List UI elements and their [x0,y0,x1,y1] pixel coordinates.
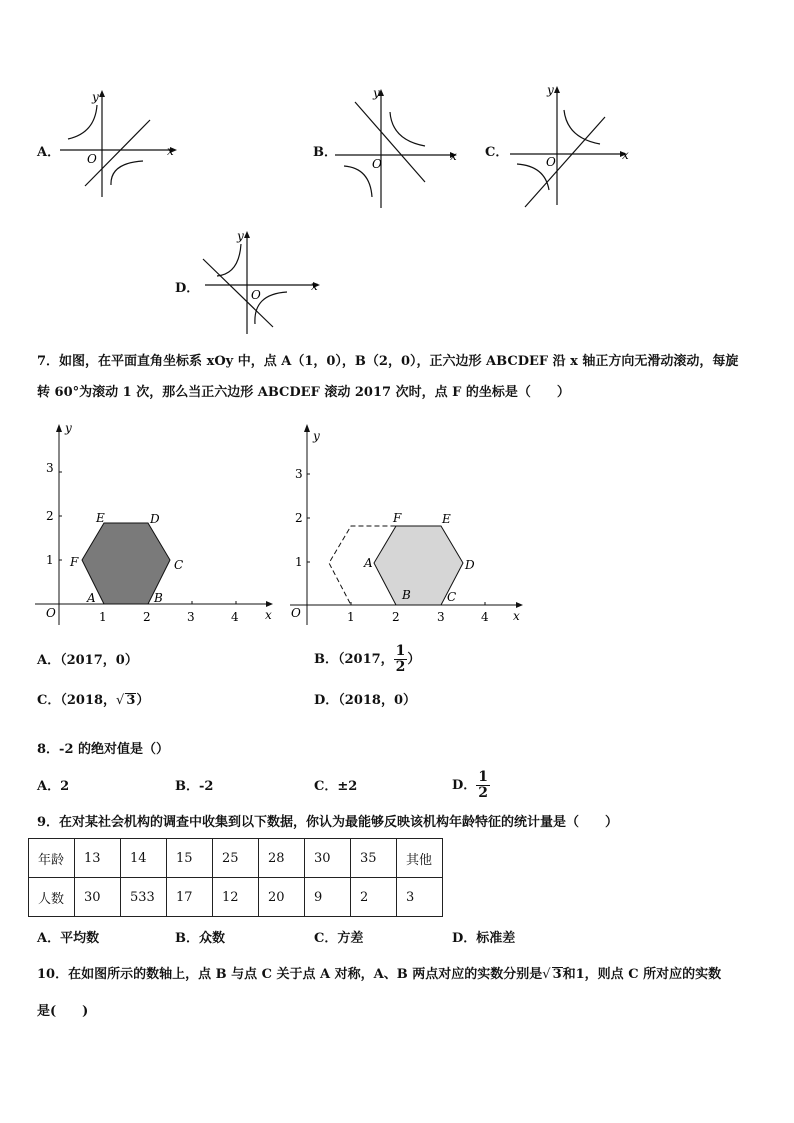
q6-d-axis-x: x [311,279,318,293]
q7r-vertex-f: F [393,511,402,525]
sqrt-sign-icon: √ [542,967,551,982]
q6-option-c-label: C． [485,145,509,160]
q7-option-b-fraction [394,644,408,675]
q7-option-b-prefix: B．（2017， [314,652,394,667]
q9-option-a: A．平均数 [37,931,100,946]
q6-option-a-label: A． [37,145,61,160]
table-cell: 年龄 [29,839,75,878]
q6-option-b-label: B． [313,145,337,160]
table-row [29,878,443,917]
q8-option-c: C．±2 [314,779,358,794]
q7-stem-line-2: 转 60°为滚动 1 次，那么当正六边形 ABCDEF 滚动 2017 次时，点 F 的坐标是（ ） [37,385,570,400]
table-row [29,839,443,878]
q6-c-axis-x: x [622,148,629,162]
q7r-vertex-e: E [442,512,451,526]
q7l-origin: O [46,606,56,620]
q7r-xtick-2: 2 [392,610,400,624]
q7r-xtick-4: 4 [481,610,489,624]
q6-b-axis-x: x [450,149,457,163]
q7l-vertex-d: D [150,512,160,526]
q9-table [28,838,443,917]
q7l-axis-y: y [65,421,72,435]
table-cell: 28 [259,839,305,878]
q10-stem-part-2: 和1，则点 C 所对应的实数 [562,967,722,982]
q7r-vertex-b: B [402,588,411,602]
q7-figure-right [282,418,532,628]
q8-option-d-fraction [476,770,490,801]
q7l-axis-x: x [265,608,272,622]
q6-b-axis-y: y [373,86,380,100]
q7l-vertex-b: B [154,591,163,605]
q7l-xtick-2: 2 [143,610,151,624]
q7-option-b-den: 2 [395,659,406,675]
q7r-xtick-3: 3 [437,610,445,624]
table-cell: 14 [121,839,167,878]
q7r-ytick-3: 3 [295,467,303,481]
table-cell: 30 [305,839,351,878]
q7l-ytick-3: 3 [46,461,54,475]
q7-option-b-suffix: ） [407,652,421,667]
table-cell: 其他 [397,839,443,878]
q9-option-d: D．标准差 [452,931,516,946]
q6-c-origin: O [546,155,556,169]
table-cell: 人数 [29,878,75,917]
q7r-vertex-d: D [465,558,475,572]
q10-radicand: 3 [552,967,562,982]
q7-option-b [314,638,420,682]
table-cell: 25 [213,839,259,878]
q8-option-d-den: 2 [478,785,489,801]
q6-option-c-graph [505,80,635,212]
q7-option-a: A．（2017，0） [37,653,138,668]
q7-option-b-num: 1 [395,643,406,659]
q7r-axis-y: y [313,429,320,443]
sqrt-sign-icon: √ [116,693,125,708]
table-cell: 15 [167,839,213,878]
q7l-xtick-1: 1 [99,610,107,624]
q8-stem: 8．-2 的绝对值是（） [37,742,170,757]
q7l-xtick-3: 3 [187,610,195,624]
table-cell: 17 [167,878,213,917]
q7l-ytick-1: 1 [46,553,54,567]
q10-stem-line-1 [37,966,721,984]
q6-option-a-graph [55,85,180,200]
q9-option-c: C．方差 [314,931,364,946]
table-cell: 13 [75,839,121,878]
q6-a-axis-y: y [92,90,99,104]
q8-option-d-prefix: D． [452,778,477,793]
table-cell: 12 [213,878,259,917]
q6-c-axis-y: y [547,83,554,97]
q7-option-c-suffix: ） [136,693,150,708]
q10-stem-part-1: 10．在如图所示的数轴上，点 B 与点 C 关于点 A 对称，A、B 两点对应的实数分别是 [37,967,543,982]
q9-option-b: B．众数 [175,931,225,946]
q8-option-d-num: 1 [478,769,489,785]
q7r-vertex-c: C [447,590,457,604]
q9-stem: 9．在对某社会机构的调查中收集到以下数据，你认为最能够反映该机构年龄特征的统计量是（ ） [37,815,619,830]
q7-option-c [37,692,149,710]
q6-option-b-graph [330,82,465,212]
table-cell: 533 [121,878,167,917]
table-cell: 2 [351,878,397,917]
q6-d-axis-y: y [237,229,244,243]
q10-stem-line-2: 是( ) [37,1004,89,1019]
q6-a-axis-x: x [167,144,174,158]
q7l-vertex-c: C [174,558,184,572]
q6-option-d-label: D． [175,281,200,296]
q7-option-c-radicand: 3 [126,693,136,708]
q7r-xtick-1: 1 [347,610,355,624]
q7l-vertex-f: F [70,555,79,569]
q7-option-d: D．（2018，0） [314,693,417,708]
table-cell: 35 [351,839,397,878]
q8-option-b: B．-2 [175,779,214,794]
table-cell: 30 [75,878,121,917]
q7l-xtick-4: 4 [231,610,239,624]
q7l-ytick-2: 2 [46,509,54,523]
q6-b-origin: O [372,157,382,171]
q7r-ytick-2: 2 [295,511,303,525]
q6-a-origin: O [87,152,97,166]
table-cell: 20 [259,878,305,917]
q7-figure-left [30,418,280,628]
q7l-vertex-a: A [87,591,96,605]
q6-option-d-graph [195,224,325,336]
q8-option-a: A．2 [37,779,70,794]
q7l-vertex-e: E [96,511,105,525]
q7r-ytick-1: 1 [295,555,303,569]
q7r-vertex-a: A [364,556,373,570]
q6-d-origin: O [251,288,261,302]
q7r-origin: O [291,606,301,620]
table-cell: 3 [397,878,443,917]
q7-option-c-prefix: C．（2018， [37,693,117,708]
table-cell: 9 [305,878,351,917]
q7-stem-line-1: 7．如图，在平面直角坐标系 xOy 中，点 A（1，0），B（2，0），正六边形 ABCDEF 沿 x 轴正方向无滑动滚动，每旋 [37,354,739,369]
q8-option-d [452,764,490,808]
q7r-axis-x: x [513,609,520,623]
